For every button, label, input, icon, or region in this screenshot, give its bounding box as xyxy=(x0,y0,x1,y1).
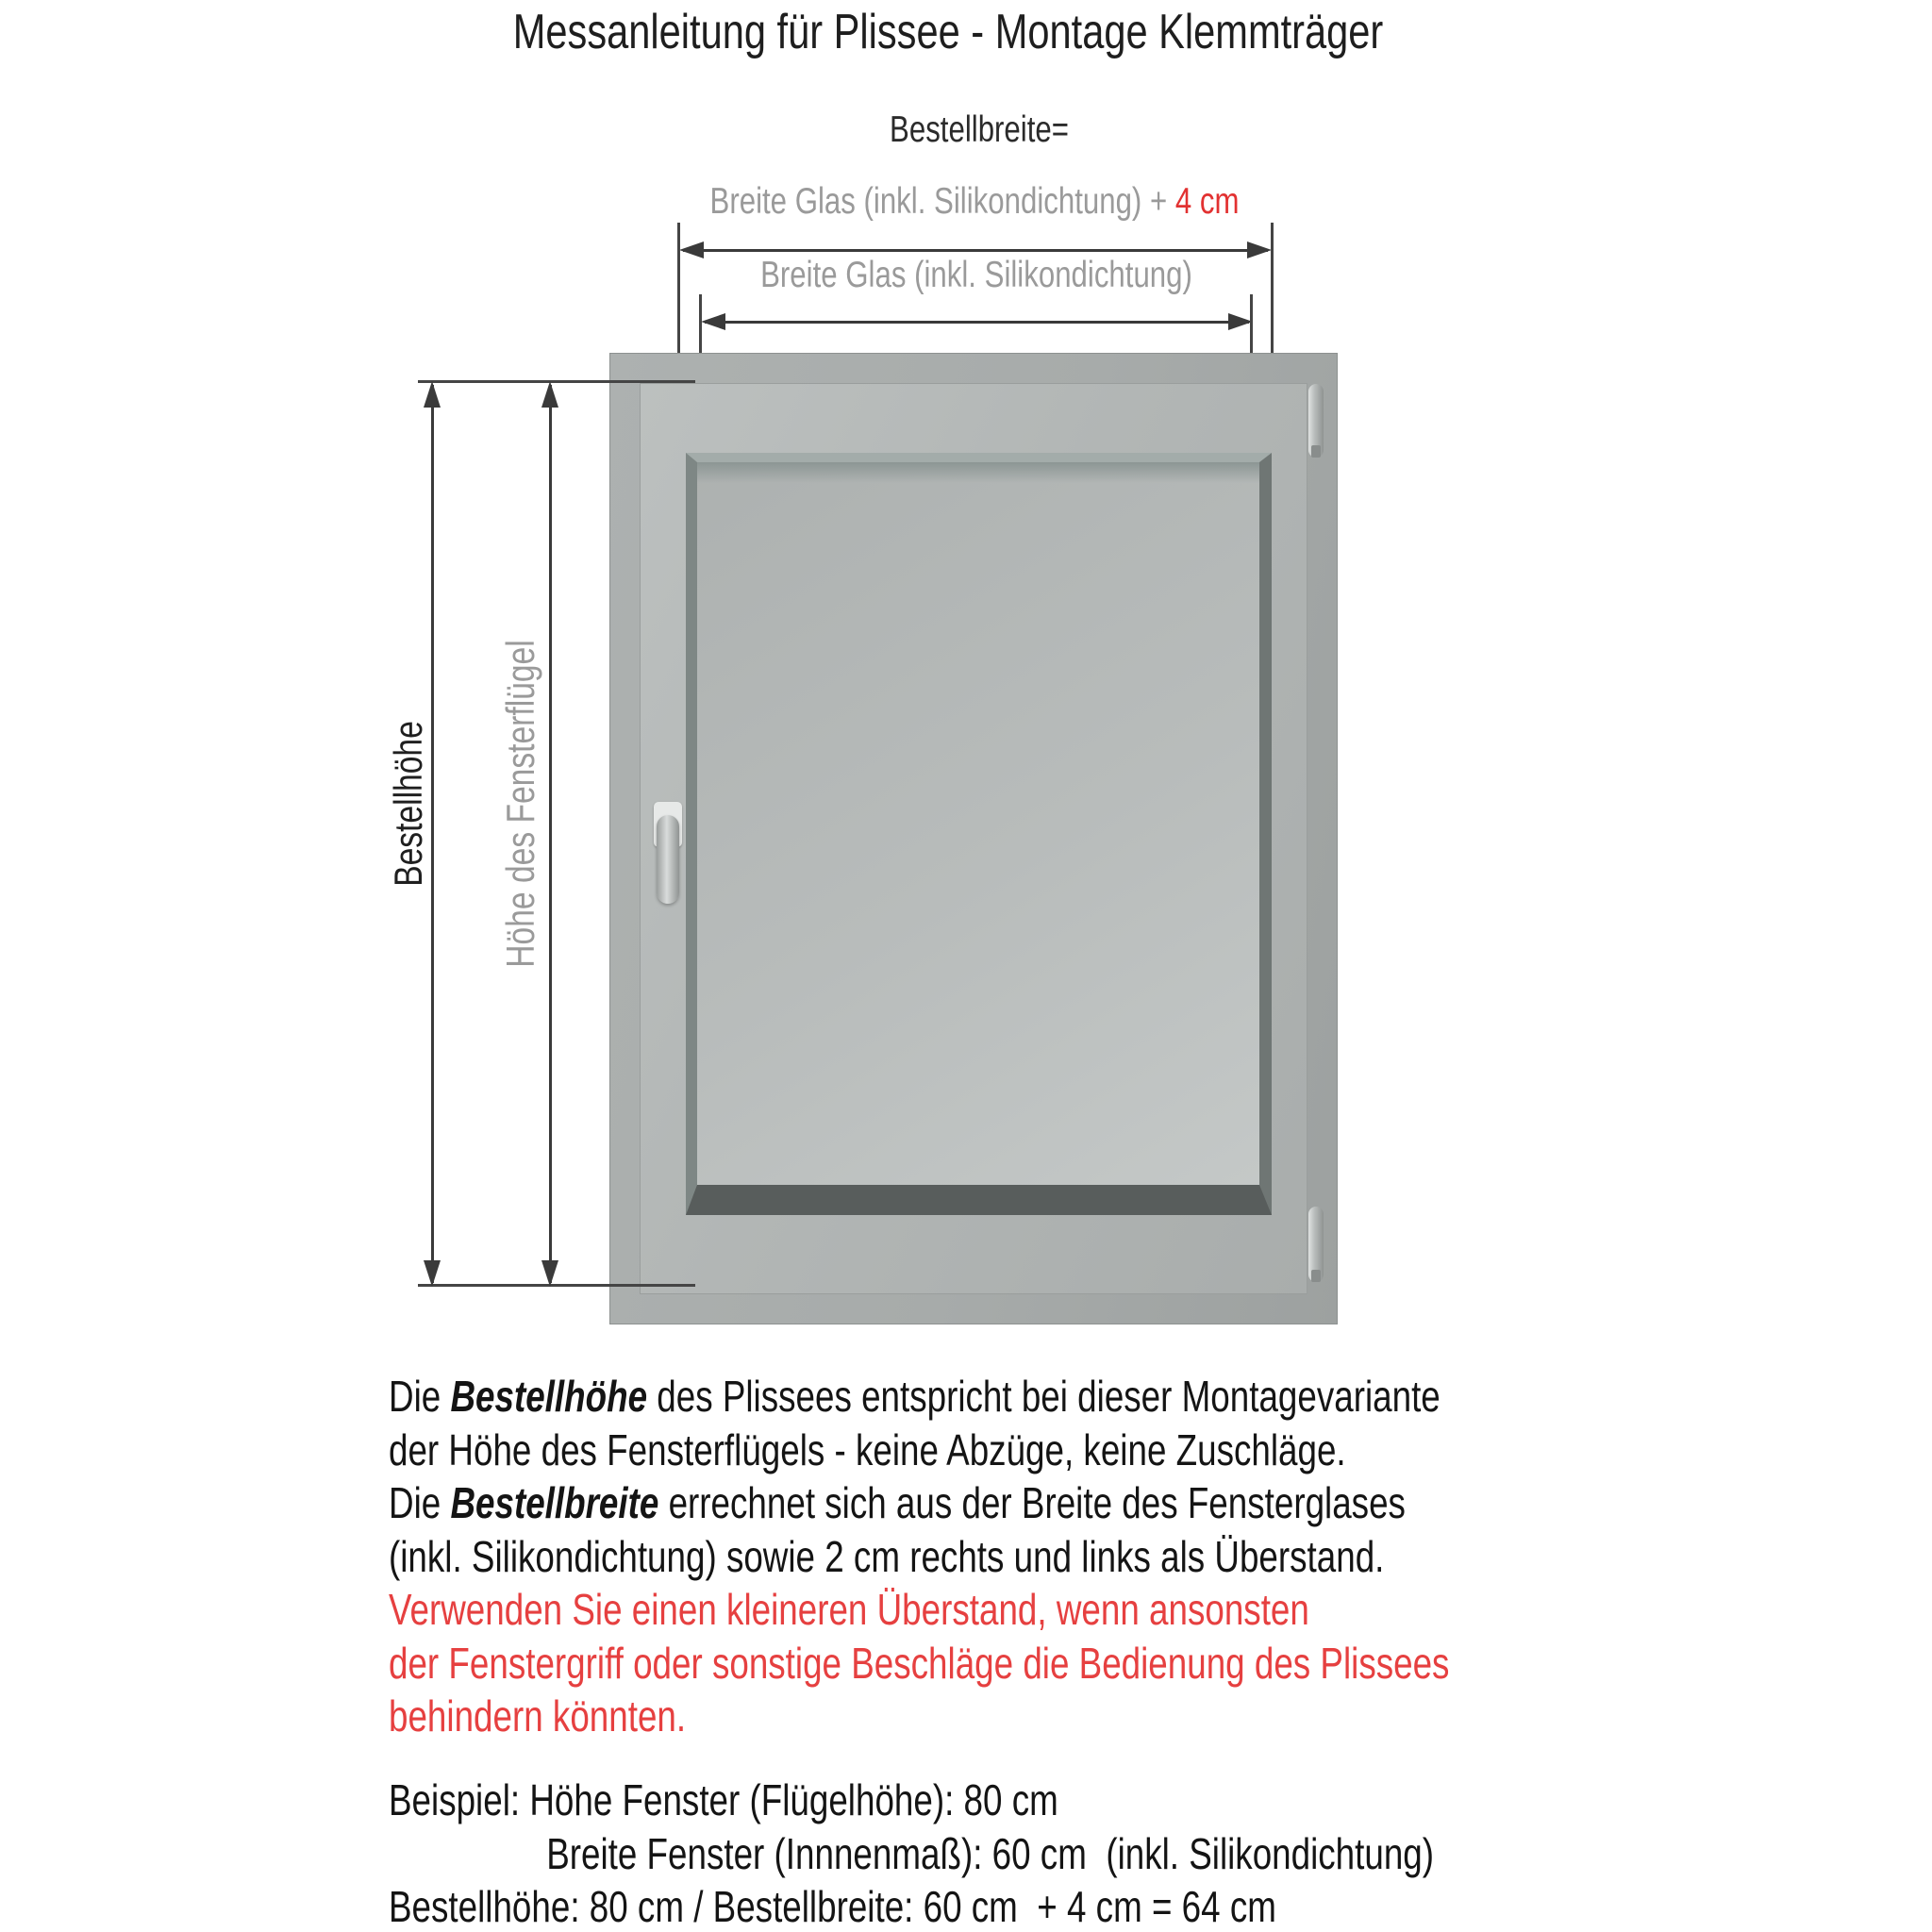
window-glass xyxy=(686,453,1272,1215)
order-width-label: Bestellbreite= xyxy=(890,109,1069,150)
text-segment: errechnet sich aus der Breite des Fensterglases xyxy=(658,1478,1406,1527)
arrow-shaft xyxy=(549,385,552,1283)
text-segment: Die xyxy=(389,1372,451,1421)
glass-width-plus-label xyxy=(710,181,1240,223)
window-hinge-bottom xyxy=(1308,1207,1324,1282)
arrow-head-down-icon xyxy=(424,1260,441,1287)
explanation-line-1 xyxy=(389,1370,1449,1424)
hinge-cap xyxy=(1311,445,1321,458)
window-sash-frame xyxy=(641,384,1307,1293)
emphasized-term: Bestellhöhe xyxy=(450,1372,648,1421)
example-line-3: Bestellhöhe: 80 cm / Bestellbreite: 60 cm + 4 cm = 64 cm xyxy=(389,1882,1276,1931)
text-segment: Die xyxy=(389,1478,451,1527)
example-block xyxy=(389,1774,1434,1932)
glass-width-plus-red-text: 4 cm xyxy=(1174,181,1240,222)
explanation-line-4: (inkl. Silikondichtung) sowie 2 cm rechts und links als Überstand. xyxy=(389,1531,1385,1581)
example-line-1: Beispiel: Höhe Fenster (Flügelhöhe): 80 cm xyxy=(389,1775,1058,1824)
warning-line-3: behindern könnten. xyxy=(389,1691,687,1740)
explanation-paragraph xyxy=(389,1370,1449,1743)
arrow-head-right-icon xyxy=(1247,242,1272,258)
text-segment: des Plissees entspricht bei dieser Montagevariante xyxy=(647,1372,1441,1421)
page-title: Messanleitung für Plissee - Montage Klemmträger xyxy=(512,5,1384,59)
glass-width-plus-gray-text: Breite Glas (inkl. Silikondichtung) + xyxy=(709,181,1175,222)
arrow-head-down-icon xyxy=(541,1260,558,1287)
glass-width-label: Breite Glas (inkl. Silikondichtung) xyxy=(760,255,1192,295)
explanation-line-3 xyxy=(389,1476,1449,1530)
window-handle xyxy=(657,815,679,904)
arrow-shaft xyxy=(705,321,1249,324)
warning-line-2: der Fenstergriff oder sonstige Beschläge die Bedienung des Plissees xyxy=(389,1638,1450,1688)
order-height-label: Bestellhöhe xyxy=(386,721,430,887)
window-hinge-top xyxy=(1308,384,1324,458)
glass-width-arrow xyxy=(701,313,1253,330)
sash-height-arrow xyxy=(541,381,558,1287)
arrow-shaft xyxy=(431,385,434,1283)
arrow-shaft xyxy=(683,249,1268,252)
sash-height-label: Höhe des Fensterflügel xyxy=(498,640,542,968)
example-line-2: Breite Fenster (Innnenmaß): 60 cm (inkl. Silikondichtung) xyxy=(546,1828,1435,1878)
emphasized-term: Bestellbreite xyxy=(450,1478,659,1527)
hinge-cap xyxy=(1311,1270,1321,1282)
explanation-line-2: der Höhe des Fensterflügels - keine Abzüge, keine Zuschläge. xyxy=(389,1424,1346,1474)
warning-line-1: Verwenden Sie einen kleineren Überstand, wenn ansonsten xyxy=(389,1585,1309,1634)
window-illustration xyxy=(610,354,1337,1324)
glass-top-shadow xyxy=(697,462,1259,483)
